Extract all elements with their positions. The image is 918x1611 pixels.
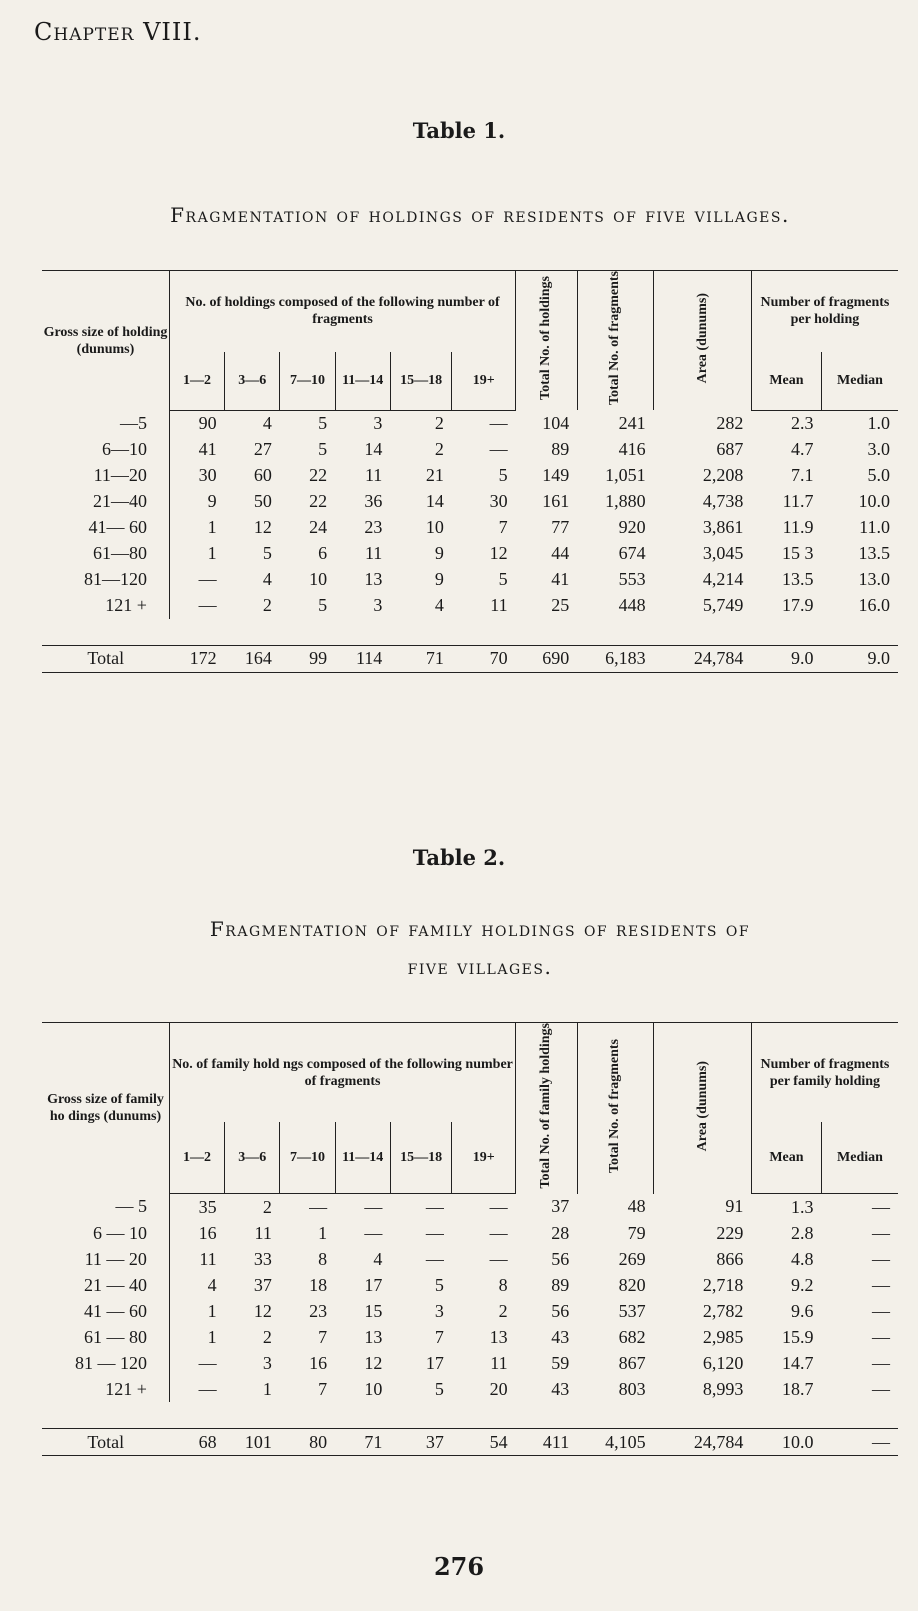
t2-header-gross-size: Gross size of family ho dings (dunums) <box>42 1023 169 1194</box>
cell-c2: 12 <box>253 1300 272 1321</box>
cell-c2: 11 <box>254 1222 272 1243</box>
cell-area: 229 <box>716 1222 744 1243</box>
cell-mean: 11.7 <box>782 491 814 512</box>
cell-c2: 4 <box>262 413 272 434</box>
total-c2: 164 <box>225 645 280 672</box>
cell-mean: 17.9 <box>781 595 814 616</box>
cell-c5: 4 <box>434 595 444 616</box>
cell-median: 13.5 <box>858 543 890 564</box>
cell-c6: — <box>489 1248 508 1269</box>
table-row <box>42 1272 898 1298</box>
cell-area: 2,782 <box>702 1300 744 1321</box>
t1-col-1-2: 1—2 <box>169 352 224 410</box>
cell-c5: 7 <box>434 1326 444 1347</box>
row-spacer <box>42 1402 898 1429</box>
t2-header-per-holding: Number of fragments per family holding <box>751 1023 898 1123</box>
page-number: 276 <box>433 1552 485 1581</box>
total-row <box>42 645 898 672</box>
t1-col-median: Median <box>821 352 898 410</box>
cell-mean: 18.7 <box>781 1378 814 1399</box>
cell-mean: 2.3 <box>790 413 814 434</box>
cell-mean: 14.7 <box>781 1352 814 1373</box>
table-row <box>42 593 898 619</box>
cell-fragments: 920 <box>618 517 646 538</box>
cell-c4: 14 <box>364 439 383 460</box>
t1-header-area: Area (dunums) <box>694 292 710 384</box>
cell-c1: — <box>198 1352 217 1373</box>
cell-holdings: 161 <box>542 491 570 512</box>
table-row <box>42 1350 898 1376</box>
t2-col-7-10: 7—10 <box>280 1122 335 1193</box>
cell-c1: 16 <box>198 1222 217 1243</box>
cell-c5: 2 <box>434 439 444 460</box>
cell-area: 3,045 <box>702 543 744 564</box>
table-row <box>42 1220 898 1246</box>
cell-c1: — <box>198 595 217 616</box>
cell-c4: 4 <box>373 1248 383 1269</box>
cell-holdings: 56 <box>551 1300 570 1321</box>
cell-holdings: 149 <box>542 465 570 486</box>
cell-size: 41 — 60 <box>42 1298 169 1324</box>
cell-fragments: 553 <box>618 569 646 590</box>
cell-holdings: 89 <box>551 1274 570 1295</box>
cell-c2: 4 <box>262 569 272 590</box>
table2 <box>42 1022 898 1456</box>
t2-col-1-2: 1—2 <box>169 1122 224 1193</box>
cell-c3: 22 <box>309 465 328 486</box>
total-size: Total <box>42 1429 169 1456</box>
cell-size: 6 — 10 <box>42 1220 169 1246</box>
cell-c5: 9 <box>434 543 444 564</box>
cell-median: — <box>872 1222 890 1243</box>
cell-c4: 11 <box>364 465 383 486</box>
cell-area: 6,120 <box>702 1352 744 1373</box>
cell-area: 282 <box>716 412 744 433</box>
cell-c1: 1 <box>207 517 217 538</box>
t2-col-11-14: 11—14 <box>335 1122 390 1193</box>
cell-c1: 35 <box>198 1196 217 1217</box>
cell-area: 4,738 <box>702 491 744 512</box>
cell-size: 11 — 20 <box>42 1246 169 1272</box>
t1-header-total-fragments: Total No. of fragments <box>607 271 623 406</box>
cell-mean: 4.8 <box>790 1248 814 1269</box>
cell-area: 687 <box>716 439 744 460</box>
cell-mean: 7.1 <box>790 465 814 486</box>
cell-median: — <box>872 1378 890 1399</box>
total-area: 24,784 <box>654 645 752 672</box>
cell-holdings: 104 <box>542 412 570 433</box>
cell-median: 1.0 <box>867 413 890 434</box>
cell-median: 3.0 <box>867 439 890 460</box>
table-row <box>42 1376 898 1402</box>
t1-col-3-6: 3—6 <box>225 352 280 410</box>
total-row <box>42 1429 898 1456</box>
total-holdings: 411 <box>516 1429 578 1456</box>
total-fragments: 6,183 <box>577 645 653 672</box>
cell-median: 5.0 <box>867 465 890 486</box>
cell-c3: 5 <box>318 413 328 434</box>
cell-c2: 2 <box>262 1196 272 1217</box>
cell-c3: 7 <box>318 1326 328 1347</box>
total-c3: 99 <box>280 645 335 672</box>
cell-c4: 15 <box>364 1300 383 1321</box>
total-fragments: 4,105 <box>577 1429 653 1456</box>
cell-c6: — <box>489 439 508 460</box>
t2-header-group: No. of family hold ngs composed of the following number of fragments <box>169 1023 515 1123</box>
cell-size: 11—20 <box>42 463 169 489</box>
cell-median: 11.0 <box>859 517 890 538</box>
cell-c1: 1 <box>207 543 217 564</box>
cell-c4: — <box>364 1222 383 1243</box>
cell-c6: — <box>489 413 508 434</box>
table2-title <box>60 910 900 986</box>
cell-c3: 5 <box>318 595 328 616</box>
cell-c4: 13 <box>364 569 383 590</box>
cell-c5: 5 <box>434 1378 444 1399</box>
total-mean: 9.0 <box>751 645 821 672</box>
cell-c6: 11 <box>490 1352 508 1373</box>
cell-mean: 9.6 <box>790 1300 814 1321</box>
total-c5: 37 <box>390 1429 452 1456</box>
cell-c4: 11 <box>364 543 383 564</box>
cell-median: 13.0 <box>858 569 890 590</box>
cell-mean: 9.2 <box>790 1274 814 1295</box>
cell-size: 121 + <box>42 593 169 619</box>
cell-area: 3,861 <box>702 517 744 538</box>
cell-holdings: 25 <box>551 595 570 616</box>
cell-c2: 12 <box>253 517 272 538</box>
cell-c3: 7 <box>318 1378 328 1399</box>
cell-c5: 10 <box>425 517 444 538</box>
cell-c3: 5 <box>318 439 328 460</box>
t2-header-total-fragments: Total No. of fragments <box>607 1038 623 1173</box>
total-c6: 54 <box>452 1429 516 1456</box>
cell-c5: — <box>425 1248 444 1269</box>
cell-c3: 24 <box>309 517 328 538</box>
cell-fragments: 1,051 <box>605 465 646 486</box>
cell-c2: 5 <box>262 543 272 564</box>
cell-fragments: 416 <box>618 439 646 460</box>
cell-median: — <box>872 1326 890 1347</box>
cell-c5: 21 <box>425 465 444 486</box>
cell-c1: — <box>198 569 217 590</box>
total-c6: 70 <box>452 645 516 672</box>
cell-c1: 1 <box>207 1300 217 1321</box>
cell-c3: 22 <box>309 491 328 512</box>
cell-c6: 7 <box>498 517 508 538</box>
cell-size: — 5 <box>42 1194 169 1221</box>
total-c4: 114 <box>335 645 390 672</box>
cell-c1: 1 <box>207 1326 217 1347</box>
cell-area: 866 <box>716 1248 744 1269</box>
cell-c4: — <box>364 1196 383 1217</box>
row-spacer <box>42 619 898 646</box>
total-c3: 80 <box>280 1429 335 1456</box>
cell-area: 4,214 <box>702 569 744 590</box>
table-row <box>42 463 898 489</box>
cell-size: 41— 60 <box>42 515 169 541</box>
chapter-heading: Chapter VIII. <box>34 18 202 46</box>
cell-fragments: 674 <box>618 543 646 564</box>
cell-size: —5 <box>42 410 169 437</box>
cell-fragments: 269 <box>618 1248 646 1269</box>
cell-c2: 3 <box>262 1352 272 1373</box>
cell-c2: 2 <box>262 595 272 616</box>
cell-c3: 23 <box>309 1300 328 1321</box>
cell-c6: 5 <box>498 569 508 590</box>
cell-c1: 90 <box>198 413 217 434</box>
cell-c3: 8 <box>318 1248 328 1269</box>
cell-c6: 2 <box>498 1300 508 1321</box>
cell-mean: 2.8 <box>790 1222 814 1243</box>
total-size: Total <box>42 645 169 672</box>
cell-holdings: 28 <box>551 1222 570 1243</box>
cell-c6: 12 <box>489 543 508 564</box>
total-c2: 101 <box>225 1429 280 1456</box>
cell-c5: — <box>425 1222 444 1243</box>
t2-header-area: Area (dunums) <box>694 1060 710 1151</box>
cell-c6: 11 <box>490 595 508 616</box>
cell-mean: 15 3 <box>781 543 814 564</box>
cell-median: 10.0 <box>858 491 890 512</box>
t2-col-median: Median <box>821 1122 898 1193</box>
cell-c1: 11 <box>199 1248 217 1269</box>
cell-c1: 30 <box>198 465 217 486</box>
cell-c3: 10 <box>309 569 328 590</box>
t1-col-7-10: 7—10 <box>280 352 335 410</box>
t2-col-mean: Mean <box>751 1122 821 1193</box>
cell-size: 81 — 120 <box>42 1350 169 1376</box>
cell-size: 121 + <box>42 1376 169 1402</box>
total-median: 9.0 <box>821 645 898 672</box>
cell-c6: 20 <box>489 1378 508 1399</box>
cell-holdings: 89 <box>551 439 570 460</box>
cell-area: 2,985 <box>702 1326 744 1347</box>
cell-c4: 23 <box>364 517 383 538</box>
cell-c2: 37 <box>253 1274 272 1295</box>
cell-mean: 1.3 <box>790 1196 814 1217</box>
table1-title: Fragmentation of holdings of residents of five villages. <box>170 203 790 227</box>
cell-fragments: 820 <box>618 1274 646 1295</box>
cell-fragments: 48 <box>627 1196 646 1217</box>
cell-c6: 5 <box>498 465 508 486</box>
table-row <box>42 410 898 437</box>
t2-col-19plus: 19+ <box>452 1122 516 1193</box>
table-row <box>42 1324 898 1350</box>
table-row <box>42 1194 898 1221</box>
cell-mean: 11.9 <box>782 517 814 538</box>
t1-header-group: No. of holdings composed of the following number of fragments <box>169 271 515 352</box>
cell-c2: 50 <box>253 491 272 512</box>
t2-col-15-18: 15—18 <box>390 1122 452 1193</box>
cell-median: — <box>872 1248 890 1269</box>
cell-c5: 14 <box>425 491 444 512</box>
cell-c6: 8 <box>498 1274 508 1295</box>
cell-holdings: 43 <box>551 1326 570 1347</box>
t2-col-3-6: 3—6 <box>225 1122 280 1193</box>
cell-c6: — <box>489 1222 508 1243</box>
cell-size: 6—10 <box>42 437 169 463</box>
cell-median: 16.0 <box>858 595 890 616</box>
table-row <box>42 437 898 463</box>
table-row <box>42 567 898 593</box>
cell-mean: 4.7 <box>790 439 814 460</box>
table1-label: Table 1. <box>412 118 506 143</box>
cell-c3: 16 <box>309 1352 328 1373</box>
cell-c5: 5 <box>434 1274 444 1295</box>
total-c4: 71 <box>335 1429 390 1456</box>
cell-c6: 13 <box>489 1326 508 1347</box>
cell-c1: 4 <box>207 1274 217 1295</box>
cell-c3: 18 <box>309 1274 328 1295</box>
cell-fragments: 1,880 <box>605 491 646 512</box>
cell-c5: 2 <box>434 413 444 434</box>
cell-median: — <box>872 1352 890 1373</box>
cell-size: 81—120 <box>42 567 169 593</box>
cell-c2: 2 <box>262 1326 272 1347</box>
cell-size: 21 — 40 <box>42 1272 169 1298</box>
cell-area: 8,993 <box>702 1378 744 1399</box>
cell-c1: — <box>198 1378 217 1399</box>
cell-mean: 13.5 <box>781 569 814 590</box>
cell-c1: 9 <box>207 491 217 512</box>
cell-c4: 3 <box>373 595 383 616</box>
cell-median: — <box>872 1196 890 1217</box>
cell-holdings: 41 <box>551 569 570 590</box>
cell-c4: 12 <box>364 1352 383 1373</box>
cell-c3: 6 <box>318 543 328 564</box>
cell-fragments: 682 <box>618 1326 646 1347</box>
cell-c4: 36 <box>364 491 383 512</box>
cell-c2: 27 <box>253 439 272 460</box>
cell-c3: — <box>309 1196 328 1217</box>
table-row <box>42 489 898 515</box>
cell-holdings: 77 <box>551 517 570 538</box>
total-mean: 10.0 <box>751 1429 821 1456</box>
table1 <box>42 270 898 673</box>
cell-holdings: 59 <box>551 1352 570 1373</box>
t1-col-11-14: 11—14 <box>335 352 390 410</box>
cell-c5: 3 <box>434 1300 444 1321</box>
total-area: 24,784 <box>654 1429 752 1456</box>
cell-c6: — <box>489 1196 508 1217</box>
cell-c2: 1 <box>262 1378 272 1399</box>
cell-c3: 1 <box>318 1222 328 1243</box>
cell-c6: 30 <box>489 491 508 512</box>
cell-area: 91 <box>725 1196 744 1217</box>
t1-header-total-holdings: Total No. of holdings <box>538 276 554 400</box>
t1-header-gross-size: Gross size of holding (dunums) <box>42 271 169 411</box>
total-median: — <box>821 1429 898 1456</box>
t1-col-19plus: 19+ <box>452 352 516 410</box>
cell-fragments: 448 <box>618 595 646 616</box>
total-holdings: 690 <box>516 645 578 672</box>
t2-header-total-holdings: Total No. of family holdings <box>538 1023 554 1189</box>
table2-label: Table 2. <box>412 845 506 870</box>
table-row <box>42 1298 898 1324</box>
total-c1: 172 <box>169 645 224 672</box>
cell-size: 61 — 80 <box>42 1324 169 1350</box>
t1-col-mean: Mean <box>751 352 821 410</box>
t1-header-per-holding: Number of fragments per holding <box>751 271 898 352</box>
cell-c2: 60 <box>253 465 272 486</box>
cell-fragments: 803 <box>618 1378 646 1399</box>
cell-c4: 10 <box>364 1378 383 1399</box>
cell-fragments: 537 <box>618 1300 646 1321</box>
cell-median: — <box>872 1274 890 1295</box>
table-row <box>42 515 898 541</box>
cell-c4: 17 <box>364 1274 383 1295</box>
cell-size: 21—40 <box>42 489 169 515</box>
cell-holdings: 56 <box>551 1248 570 1269</box>
table-row <box>42 1246 898 1272</box>
cell-c4: 3 <box>373 413 383 434</box>
cell-c5: 17 <box>425 1352 444 1373</box>
cell-mean: 15.9 <box>781 1326 814 1347</box>
cell-size: 61—80 <box>42 541 169 567</box>
cell-c5: 9 <box>434 569 444 590</box>
cell-c2: 33 <box>253 1248 272 1269</box>
cell-area: 5,749 <box>702 595 744 616</box>
cell-fragments: 241 <box>618 412 646 433</box>
total-c5: 71 <box>390 645 452 672</box>
cell-area: 2,208 <box>702 465 744 486</box>
cell-median: — <box>872 1300 890 1321</box>
table-row <box>42 541 898 567</box>
cell-holdings: 37 <box>551 1196 570 1217</box>
cell-area: 2,718 <box>702 1274 744 1295</box>
cell-fragments: 79 <box>627 1222 646 1243</box>
table2-title-line1: Fragmentation of family holdings of residents of <box>209 917 751 941</box>
total-c1: 68 <box>169 1429 224 1456</box>
cell-c5: — <box>425 1196 444 1217</box>
cell-holdings: 44 <box>551 543 570 564</box>
cell-c1: 41 <box>198 439 217 460</box>
table2-title-line2: five villages. <box>407 955 553 979</box>
cell-c4: 13 <box>364 1326 383 1347</box>
cell-holdings: 43 <box>551 1378 570 1399</box>
cell-fragments: 867 <box>618 1352 646 1373</box>
t1-col-15-18: 15—18 <box>390 352 452 410</box>
